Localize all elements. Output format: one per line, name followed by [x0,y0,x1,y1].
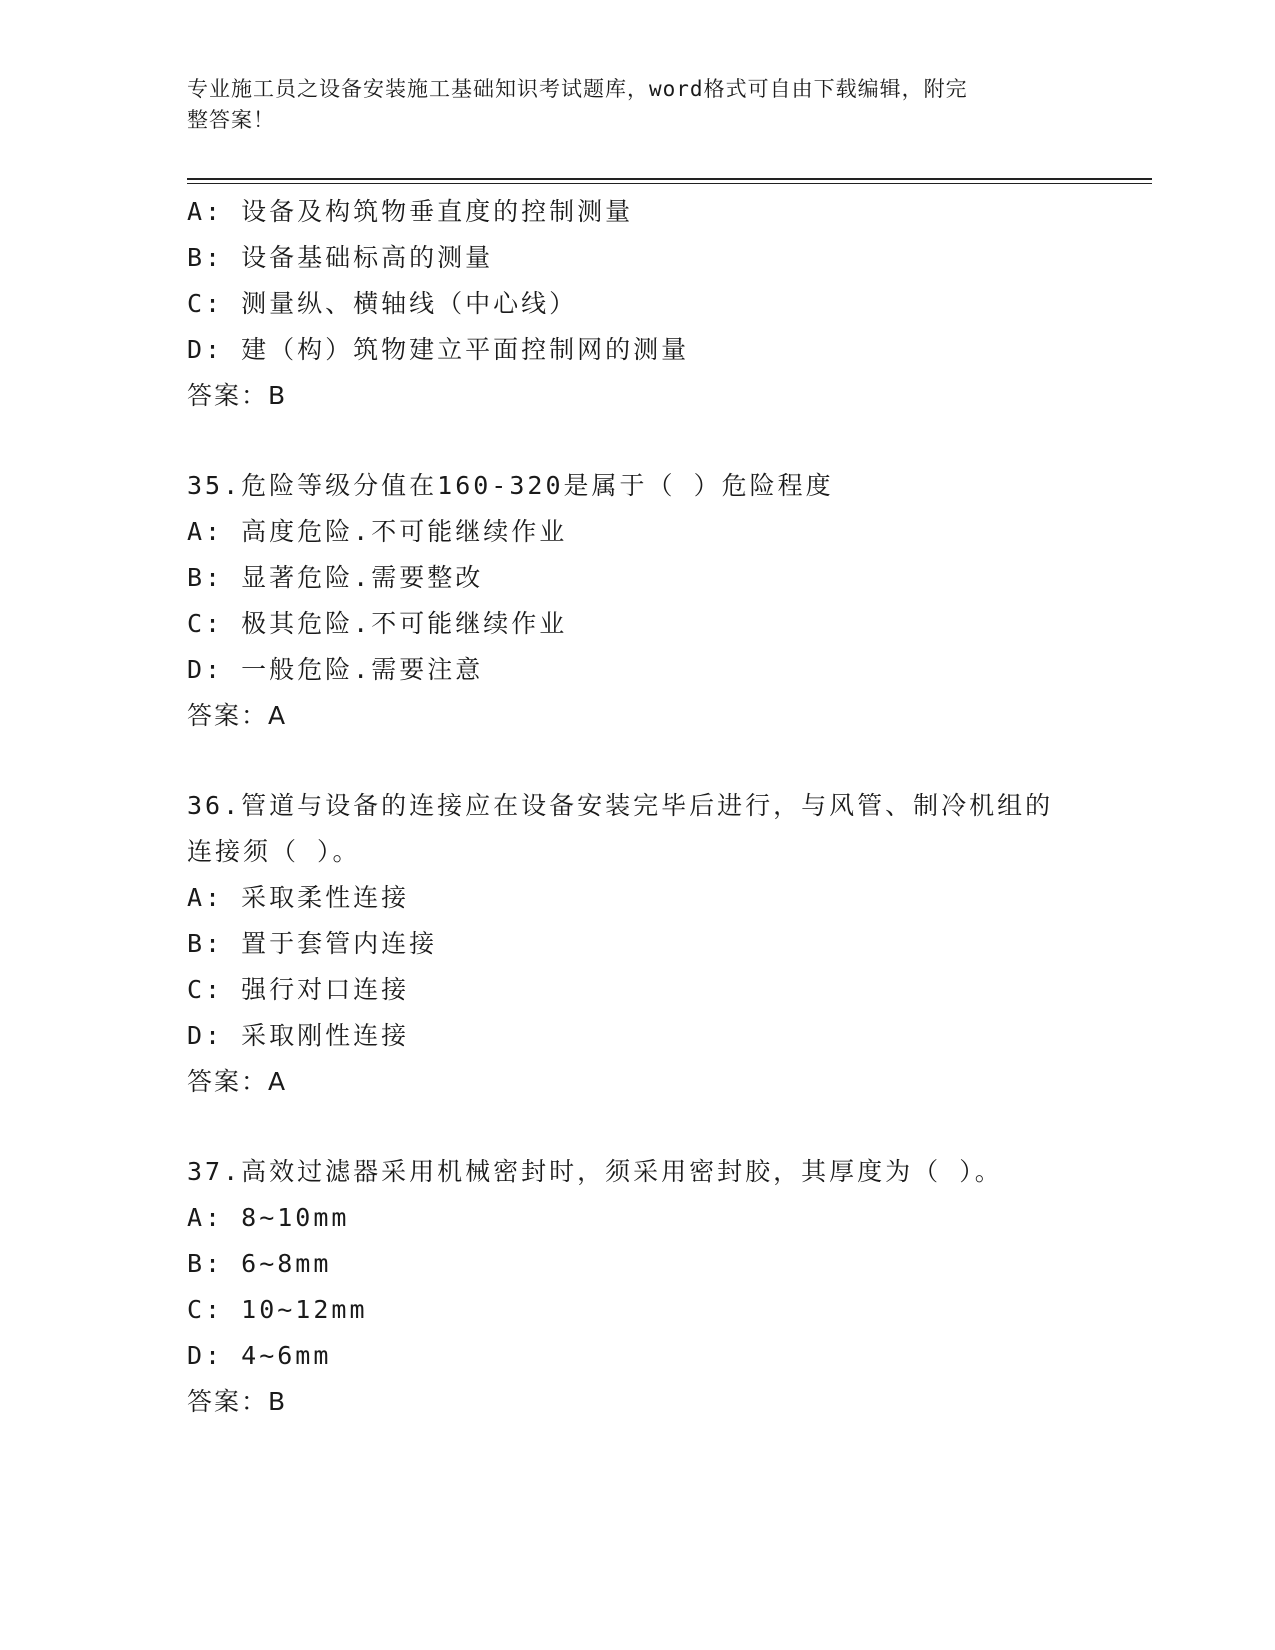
document-header [187,74,1067,136]
header-line-1: 专业施工员之设备安装施工基础知识考试题库，word格式可自由下载编辑，附完 [187,77,968,101]
option-c: C: 极其危险.不可能继续作业 [187,609,568,638]
header-rule-thick [187,178,1152,180]
header-line-2: 整答案！ [187,108,275,132]
question-text-line-1: 36.管道与设备的连接应在设备安装完毕后进行，与风管、制冷机组的 [187,791,1054,820]
option-d: D: 建（构）筑物建立平面控制网的测量 [187,335,690,364]
question-text-line-2: 连接须（ ）。 [187,837,361,866]
option-b: B: 设备基础标高的测量 [187,243,494,272]
answer: 答案：B [187,1387,288,1416]
header-rule-thin [187,183,1152,184]
question-34-block [187,189,1087,419]
option-b: B: 显著危险.需要整改 [187,563,484,592]
question-37-block [187,1149,1087,1425]
option-d: D: 采取刚性连接 [187,1021,410,1050]
question-list [187,189,1087,1425]
question-35-block [187,463,1087,739]
option-d: D: 一般危险.需要注意 [187,655,484,684]
question-36-block [187,783,1087,1105]
option-a: A: 高度危险.不可能继续作业 [187,517,568,546]
option-a: A: 采取柔性连接 [187,883,410,912]
option-a: A: 8~10mm [187,1203,350,1232]
option-d: D: 4~6mm [187,1341,332,1370]
answer: 答案：B [187,381,288,410]
option-b: B: 6~8mm [187,1249,332,1278]
question-text: 35.危险等级分值在160-320是属于（ ）危险程度 [187,471,834,500]
answer: 答案：A [187,1067,288,1096]
option-c: C: 10~12mm [187,1295,368,1324]
question-text: 37.高效过滤器采用机械密封时，须采用密封胶，其厚度为（ ）。 [187,1157,1003,1186]
option-c: C: 强行对口连接 [187,975,410,1004]
option-c: C: 测量纵、横轴线（中心线） [187,289,578,318]
answer: 答案：A [187,701,288,730]
option-a: A: 设备及构筑物垂直度的控制测量 [187,197,634,226]
option-b: B: 置于套管内连接 [187,929,438,958]
